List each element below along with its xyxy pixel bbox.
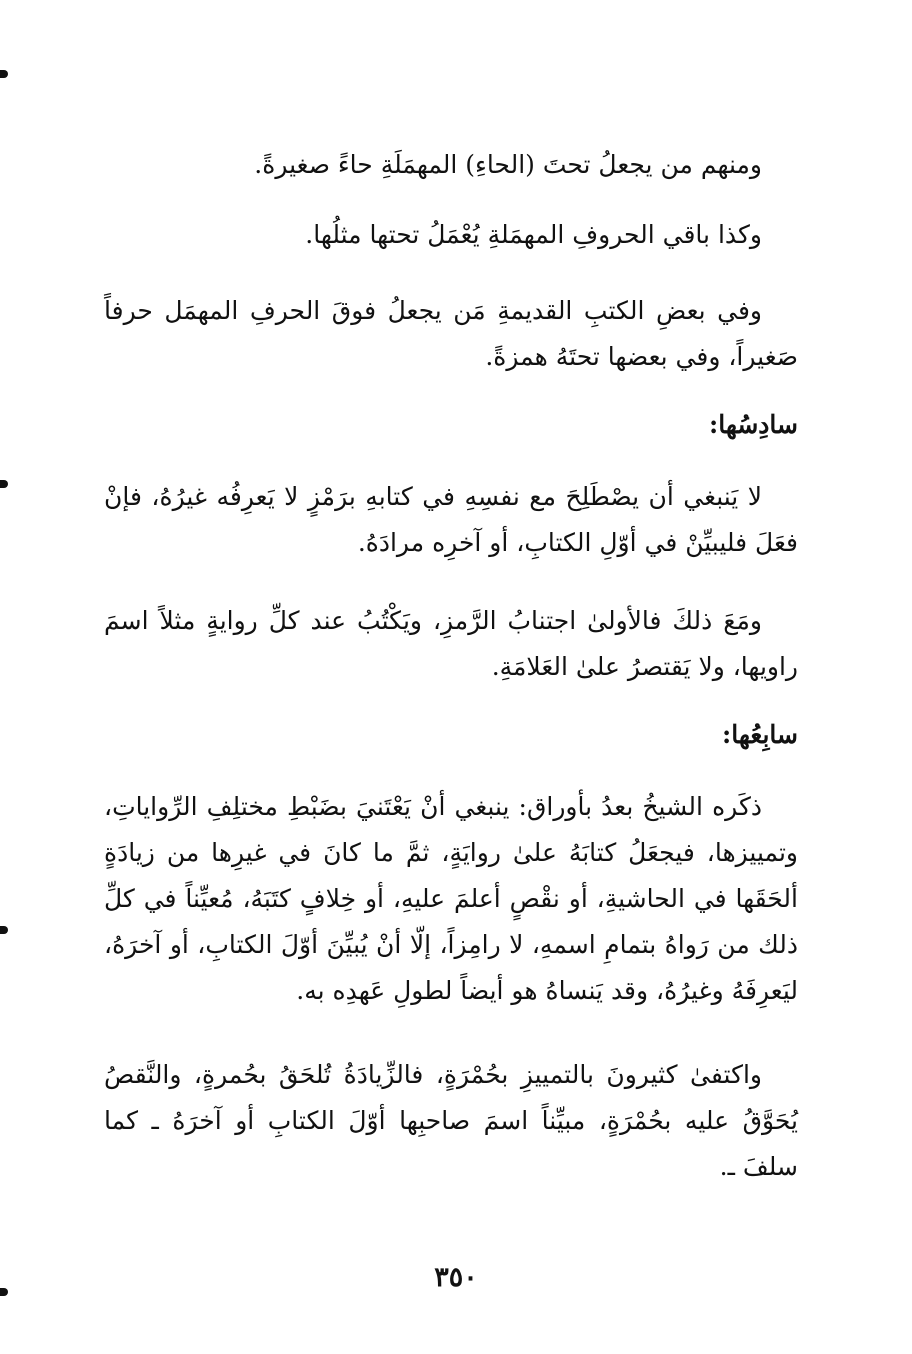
section-heading-sixth: سادِسُها: [708,410,798,439]
paragraph-1: ومنهم من يجعلُ تحتَ (الحاءِ) المهمَلَةِ حاءً صغيرةً. [254,150,762,179]
paragraph-4: لا يَنبغي أن يصْطَلِحَ مع نفسِهِ في كتابهِ برَمْزٍ لا يَعرِفُه غيرُهُ، فإنْ فعَلَ فليبيِّنْ في أوّلِ الكتابِ، أو آخرِه مرادَهُ. [104,482,798,557]
margin-dot [0,926,8,934]
margin-dot [0,480,8,488]
paragraph-5: ومَعَ ذلكَ فالأولىٰ اجتنابُ الرَّمزِ، ويَكْتُبُ عند كلِّ روايةٍ مثلاً اسمَ راويها، ولا يَقتصرُ علىٰ العَلامَةِ. [104,606,798,681]
section-heading-seventh: سابِعُها: [722,720,798,749]
paragraph-6: ذكَره الشيخُ بعدُ بأوراق: ينبغي أنْ يَعْتَنيَ بضَبْطِ مختلِفِ الرِّواياتِ، وتمييزها، فيجعَلُ كتابَهُ علىٰ روايَةٍ، ثمَّ ما كانَ في غيرِها من زيادَةٍ ألحَقَها في الحاشيةِ، أو نقْصٍ أعلمَ عليهِ، أو خِلافٍ كتَبَهُ، مُعيِّناً في كلِّ ذلك من رَواهُ بتمامِ اسمهِ، لا رامِزاً، إلّا أنْ يُبيِّنَ أوّلَ الكتابِ، أو آخرَهُ، ليَعرِفَهُ وغيرُهُ، وقد يَنساهُ هو أيضاً لطولِ عَهدِه به. [104,792,798,1005]
page-number: ٣٥٠ [434,1262,478,1293]
paragraph-7: واكتفىٰ كثيرونَ بالتمييزِ بحُمْرَةٍ، فالزِّيادَةُ تُلحَقُ بحُمرةٍ، والنَّقصُ يُحَوَّقُ عليه بحُمْرَةٍ، مبيِّناً اسمَ صاحبِها أوّلَ الكتابِ أو آخرَهُ ـ كما سلفَ ـ. [104,1060,798,1181]
paragraph-2: وكذا باقي الحروفِ المهمَلةِ يُعْمَلُ تحتها مثلُها. [305,220,762,249]
margin-dot [0,1288,8,1296]
paragraph-3: وفي بعضِ الكتبِ القديمةِ مَن يجعلُ فوقَ الحرفِ المهمَل حرفاً صَغيراً، وفي بعضها تحتَهُ همزةً. [104,296,798,371]
margin-dot [0,70,8,78]
